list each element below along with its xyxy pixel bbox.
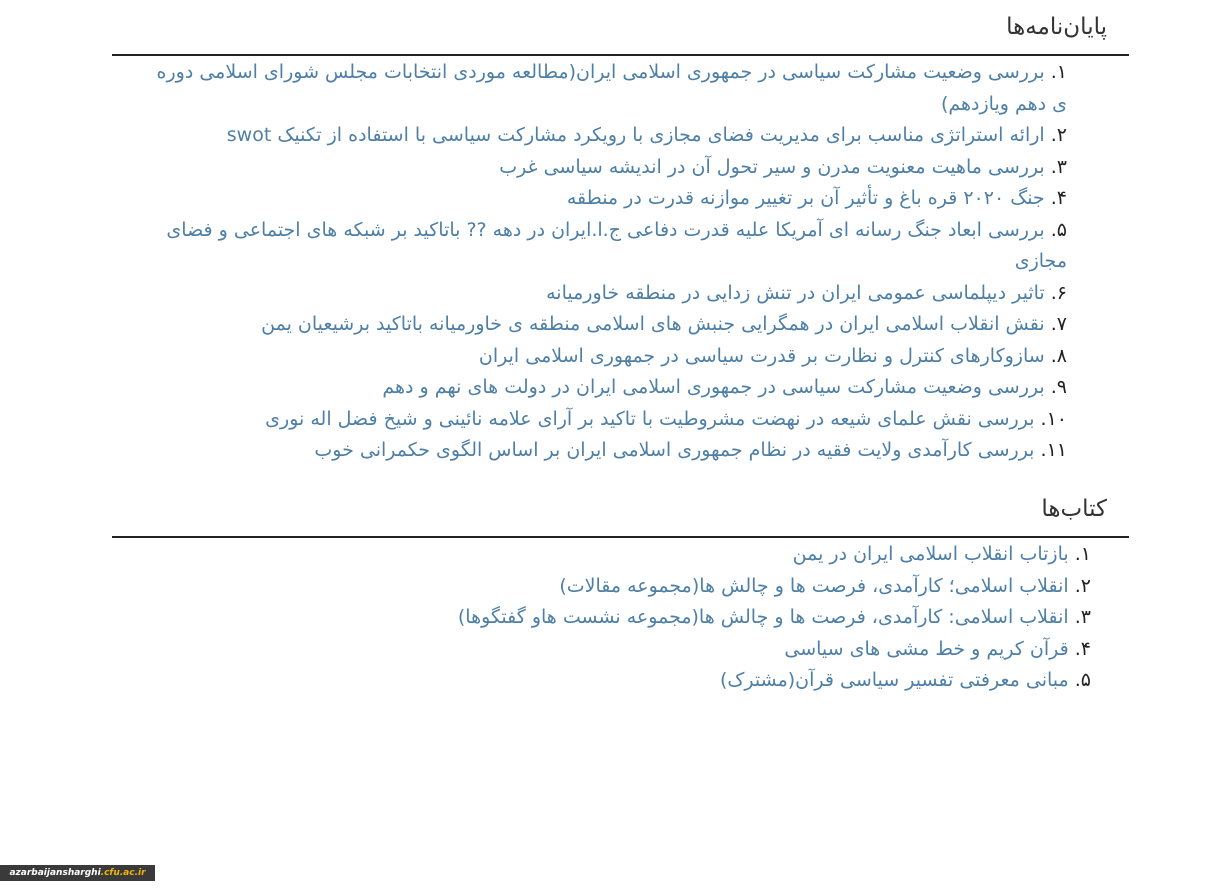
- item-number: ۲.: [1050, 124, 1067, 146]
- book-link-3[interactable]: انقلاب اسلامی: کارآمدی، فرصت ها و چالش ها(مجموعه نشست هاو گفتگوها): [457, 606, 1069, 628]
- thesis-item-10: [142, 404, 1067, 436]
- books-heading: کتاب‌ها: [1041, 496, 1107, 522]
- thesis-link-6[interactable]: تاثیر دیپلماسی عمومی ایران در تنش زدایی در منطقه خاورمیانه: [546, 281, 1045, 304]
- item-number: ۳.: [1074, 606, 1091, 628]
- book-link-1[interactable]: بازتاب انقلاب اسلامی ایران در یمن: [792, 543, 1069, 565]
- item-number: ۴.: [1074, 637, 1091, 660]
- thesis-item-11: [142, 435, 1067, 467]
- site-badge-main: azarbaijansharghi: [9, 868, 101, 878]
- item-number: ۱۱.: [1040, 439, 1067, 461]
- thesis-item-4: [142, 183, 1067, 215]
- item-number: ۷.: [1050, 313, 1067, 335]
- thesis-item-3: [142, 152, 1067, 184]
- book-link-4[interactable]: قرآن کریم و خط مشی های سیاسی: [784, 637, 1069, 660]
- book-item-4: [142, 634, 1091, 666]
- thesis-link-5[interactable]: بررسی ابعاد جنگ رسانه ای آمریکا علیه قدرت دفاعی ج.ا.ایران در دهه ?? باتاکید بر شبکه های اجتماعی و فضای مجازی: [166, 218, 1067, 272]
- item-number: ۶.: [1050, 281, 1067, 304]
- item-number: ۹.: [1050, 376, 1067, 398]
- item-number: ۴.: [1050, 187, 1067, 209]
- thesis-item-9: [142, 372, 1067, 404]
- thesis-link-1[interactable]: بررسی وضعیت مشارکت سیاسی در جمهوری اسلامی ایران(مطالعه موردی انتخابات مجلس شورای اسلامی دوره ی دهم ویازدهم): [156, 61, 1067, 115]
- thesis-link-4[interactable]: جنگ ۲۰۲۰ قره باغ و تأثیر آن بر تغییر موازنه قدرت در منطقه: [566, 187, 1045, 209]
- site-badge-accent: .cfu.ac.ir: [100, 868, 146, 878]
- thesis-link-8[interactable]: سازوکارهای کنترل و نظارت بر قدرت سیاسی در جمهوری اسلامی ایران: [478, 344, 1045, 367]
- theses-list: [112, 56, 1129, 467]
- item-number: ۱۰.: [1040, 407, 1067, 430]
- thesis-link-2[interactable]: ارائه استراتژی مناسب برای مدیریت فضای مجازی با رویکرد مشارکت سیاسی با استفاده از تکنیک swot: [226, 124, 1045, 146]
- thesis-item-7: [142, 309, 1067, 341]
- book-item-2: [142, 571, 1091, 603]
- theses-section: [112, 6, 1129, 467]
- theses-heading: پایان‌نامه‌ها: [1006, 14, 1107, 40]
- thesis-link-9[interactable]: بررسی وضعیت مشارکت سیاسی در جمهوری اسلامی ایران در دولت های نهم و دهم: [382, 376, 1045, 398]
- item-number: ۱.: [1050, 61, 1067, 83]
- thesis-link-10[interactable]: بررسی نقش علمای شیعه در نهضت مشروطیت با تاکید بر آرای علامه نائینی و شیخ فضل اله نوری: [265, 407, 1035, 430]
- thesis-link-7[interactable]: نقش انقلاب اسلامی ایران در همگرایی جنبش های اسلامی منطقه ی خاورمیانه باتاکید برشیعیان یمن: [261, 313, 1045, 335]
- book-item-1: [142, 539, 1091, 571]
- book-item-3: [142, 602, 1091, 634]
- item-number: ۳.: [1050, 155, 1067, 178]
- site-badge-link[interactable]: [0, 865, 155, 881]
- book-item-5: [142, 665, 1091, 697]
- thesis-item-1: [142, 57, 1067, 120]
- item-number: ۲.: [1074, 574, 1091, 597]
- item-number: ۱.: [1074, 543, 1091, 565]
- item-number: ۵.: [1074, 669, 1091, 691]
- item-number: ۸.: [1050, 344, 1067, 367]
- books-section: [112, 488, 1129, 697]
- thesis-item-8: [142, 341, 1067, 373]
- thesis-item-2: [142, 120, 1067, 152]
- thesis-item-6: [142, 278, 1067, 310]
- thesis-item-5: [142, 215, 1067, 278]
- thesis-link-3[interactable]: بررسی ماهیت معنویت مدرن و سیر تحول آن در اندیشه سیاسی غرب: [499, 155, 1045, 178]
- thesis-link-11[interactable]: بررسی کارآمدی ولایت فقیه در نظام جمهوری اسلامی ایران بر اساس الگوی حکمرانی خوب: [314, 439, 1035, 461]
- item-number: ۵.: [1050, 218, 1067, 241]
- book-link-5[interactable]: مبانی معرفتی تفسیر سیاسی قرآن(مشترک): [719, 669, 1069, 691]
- book-link-2[interactable]: انقلاب اسلامی؛ کارآمدی، فرصت ها و چالش ها(مجموعه مقالات): [559, 574, 1069, 597]
- books-list: [112, 538, 1129, 697]
